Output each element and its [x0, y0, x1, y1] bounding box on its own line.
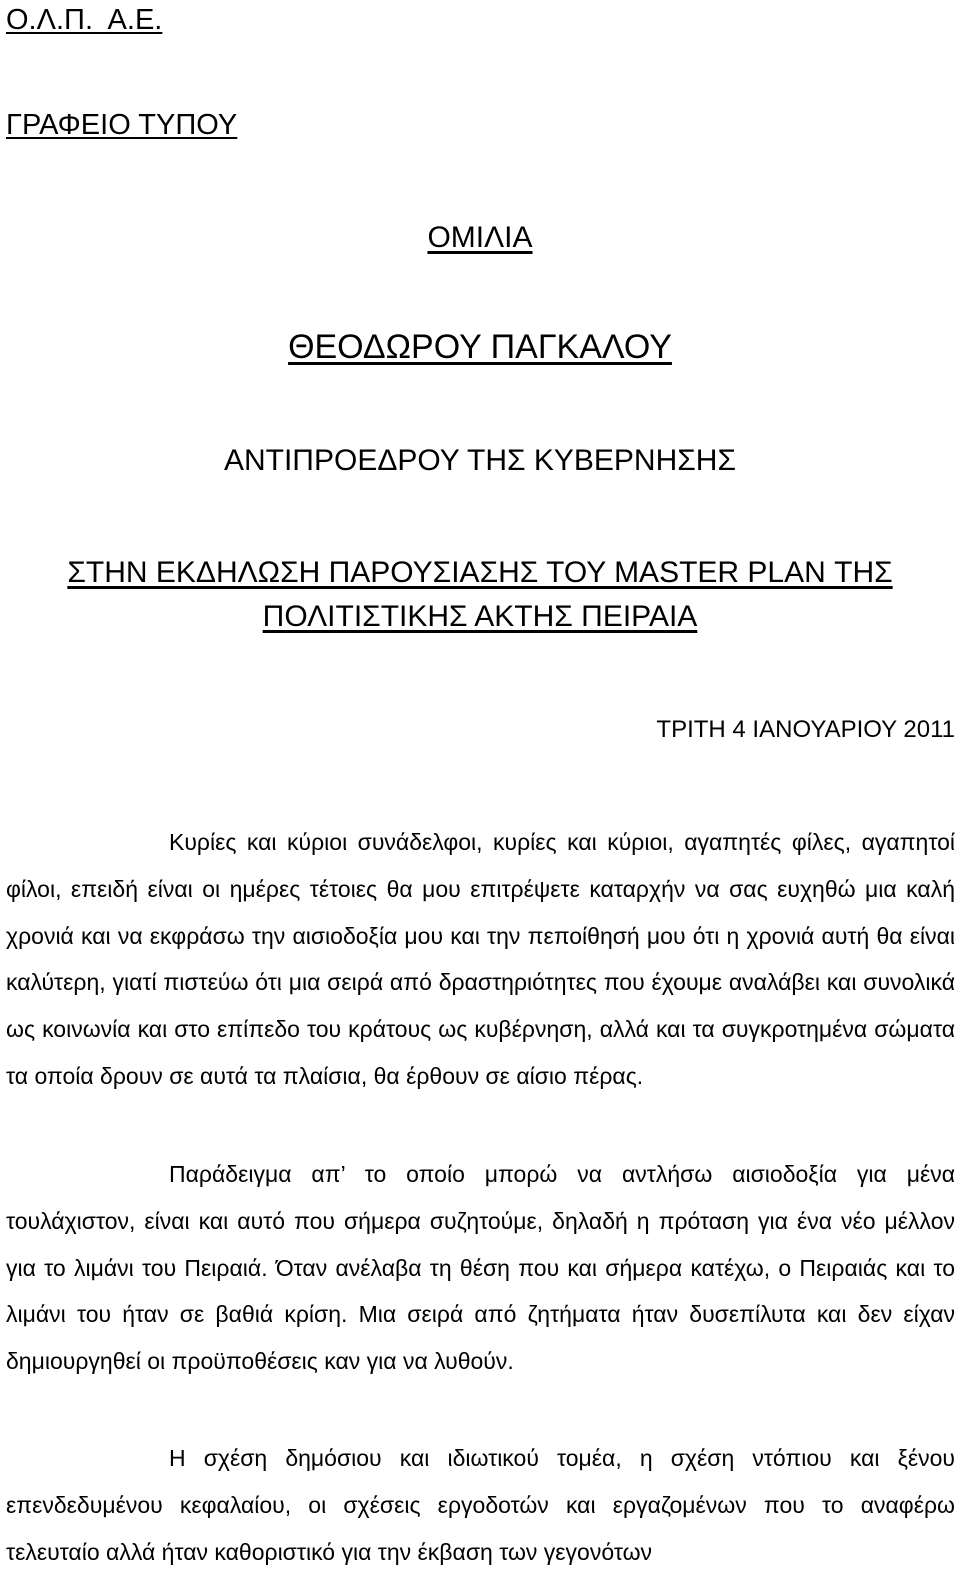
body-paragraph-3: Η σχέση δημόσιου και ιδιωτικού τομέα, η σχέση ντόπιου και ξένου επενδεδυμένου κεφαλαίου, οι σχέσεις εργοδοτών και εργαζομένων που το αναφέρω τελευταίο αλλά ήταν καθοριστικό για την έκβαση των γεγονότων [6, 1445, 955, 1565]
event-title-line-2: ΠΟΛΙΤΙΣΤΙΚΗΣ ΑΚΤΗΣ ΠΕΙΡΑΙΑ [262, 600, 698, 633]
body-paragraph-2: Παράδειγμα απ’ το οποίο μπορώ να αντλήσω αισιοδοξία για μένα τουλάχιστον, είναι και αυτό που σήμερα συζητούμε, δηλαδή η πρόταση για ένα νέο μέλλον για το λιμάνι του Πειραιά. Όταν ανέλαβα τη θέση που και σήμερα κατέχω, ο Πειραιάς και το λιμάνι του ήταν σε βαθιά κρίση. Μια σειρά από ζητήματα ήταν δυσεπίλυτα και δεν είχαν δημιουργηθεί οι προϋποθέσεις καν για να λυθούν. [6, 1161, 955, 1375]
speaker-name: ΘΕΟΔΩΡΟΥ ΠΑΓΚΑΛΟΥ [288, 328, 672, 366]
speaker-role: ΑΝΤΙΠΡΟΕΔΡΟΥ ΤΗΣ ΚΥΒΕΡΝΗΣΗΣ [223, 444, 737, 477]
department-name: ΓΡΑΦΕΙΟ ΤΥΠΟΥ [6, 109, 238, 141]
organization-name: Ο.Λ.Π. Α.Ε. [6, 4, 163, 36]
body-paragraph-1: Κυρίες και κύριοι συνάδελφοι, κυρίες και κύριοι, αγαπητές φίλες, αγαπητοί φίλοι, επειδή είναι οι ημέρες τέτοιες θα μου επιτρέψετε καταρχήν να σας ευχηθώ μια καλή χρονιά και να εκφράσω την αισιοδοξία μου και την πεποίθησή μου ότι η χρονιά αυτή θα είναι καλύτερη, γιατί πιστεύω ότι μια σειρά από δραστηριότητες που έχουμε αναλάβει και συνολικά ως κοινωνία και στο επίπεδο του κράτους ως κυβέρνηση, αλλά και τα συγκροτημένα σώματα τα οποία δρουν σε αυτά τα πλαίσια, θα έρθουν σε αίσιο πέρας. [6, 829, 955, 1089]
speech-date: ΤΡΙΤΗ 4 ΙΑΝΟΥΑΡΙΟΥ 2011 [656, 716, 955, 743]
speech-heading: ΟΜΙΛΙΑ [427, 221, 533, 254]
event-title-line-1: ΣΤΗΝ ΕΚΔΗΛΩΣΗ ΠΑΡΟΥΣΙΑΣΗΣ ΤΟΥ MASTER PLAN ΤΗΣ [67, 556, 893, 589]
